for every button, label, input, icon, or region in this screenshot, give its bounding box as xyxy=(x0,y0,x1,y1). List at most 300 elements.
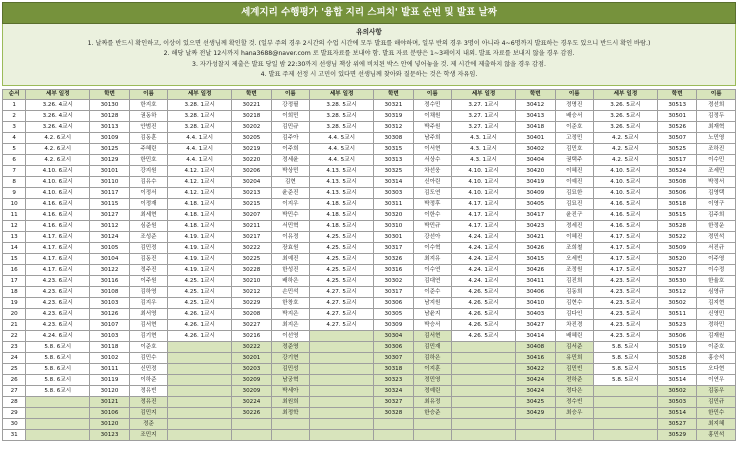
table-cell[interactable] xyxy=(310,430,374,441)
table-cell[interactable]: 이준수 xyxy=(413,287,451,298)
table-cell[interactable]: 30402 xyxy=(516,144,556,155)
table-cell[interactable]: 4.25. 5교시 xyxy=(310,265,374,276)
table-cell[interactable]: 30514 xyxy=(657,375,697,386)
table-cell[interactable]: 이준호 xyxy=(555,122,593,133)
table-cell[interactable]: 4.2. 6교시 xyxy=(26,133,90,144)
table-cell[interactable]: 김영택 xyxy=(697,188,736,199)
table-cell[interactable]: 정민영 xyxy=(413,375,451,386)
table-cell[interactable]: 30314 xyxy=(374,177,414,188)
table-cell[interactable]: 4.26. 5교시 xyxy=(452,320,516,331)
table-cell[interactable]: 4.10. 1교시 xyxy=(452,188,516,199)
table-cell[interactable]: 30111 xyxy=(90,364,130,375)
row-number[interactable]: 1 xyxy=(3,100,26,111)
table-cell[interactable] xyxy=(168,419,232,430)
table-cell[interactable]: 최지은 xyxy=(271,320,309,331)
table-cell[interactable]: 30129 xyxy=(90,155,130,166)
table-cell[interactable]: 4.23. 6교시 xyxy=(26,287,90,298)
table-cell[interactable]: 30109 xyxy=(90,133,130,144)
table-cell[interactable]: 30108 xyxy=(90,287,130,298)
table-cell[interactable]: 30405 xyxy=(516,199,556,210)
table-cell[interactable]: 4.23. 6교시 xyxy=(26,309,90,320)
table-cell[interactable]: 4.16. 5교시 xyxy=(593,199,657,210)
table-cell[interactable]: 30206 xyxy=(232,166,272,177)
table-cell[interactable]: 30110 xyxy=(90,177,130,188)
table-cell[interactable]: 전하준 xyxy=(555,375,593,386)
table-cell[interactable]: 30122 xyxy=(90,265,130,276)
row-number[interactable]: 7 xyxy=(3,166,26,177)
table-cell[interactable]: 5.8. 5교시 xyxy=(593,353,657,364)
row-number[interactable]: 25 xyxy=(3,364,26,375)
table-cell[interactable]: 박상민 xyxy=(271,166,309,177)
table-cell[interactable]: 4.19. 1교시 xyxy=(168,243,232,254)
table-cell[interactable]: 4.23. 6교시 xyxy=(26,298,90,309)
table-cell[interactable]: 30208 xyxy=(232,309,272,320)
table-cell[interactable]: 장효원 xyxy=(271,243,309,254)
table-cell[interactable] xyxy=(168,408,232,419)
table-cell[interactable]: 4.25. 5교시 xyxy=(310,243,374,254)
table-cell[interactable]: 30424 xyxy=(516,386,556,397)
row-number[interactable]: 12 xyxy=(3,221,26,232)
table-cell[interactable]: 4.17. 5교시 xyxy=(593,254,657,265)
table-cell[interactable]: 30317 xyxy=(374,287,414,298)
table-cell[interactable]: 이혜진 xyxy=(555,166,593,177)
row-number[interactable]: 15 xyxy=(3,254,26,265)
table-cell[interactable]: 4.13. 5교시 xyxy=(310,166,374,177)
table-cell[interactable]: 30106 xyxy=(90,408,130,419)
table-cell[interactable]: 4.4. 5교시 xyxy=(310,155,374,166)
table-cell[interactable] xyxy=(555,419,593,430)
table-cell[interactable]: 김동희 xyxy=(555,287,593,298)
table-cell[interactable]: 김재원 xyxy=(697,331,736,342)
table-cell[interactable] xyxy=(374,419,414,430)
table-cell[interactable]: 최정학 xyxy=(271,408,309,419)
table-cell[interactable]: 김기현 xyxy=(129,331,167,342)
table-cell[interactable]: 3.28. 1교시 xyxy=(168,100,232,111)
table-cell[interactable]: 김동훈 xyxy=(129,133,167,144)
table-cell[interactable]: 30423 xyxy=(516,221,556,232)
table-cell[interactable]: 박민수 xyxy=(271,210,309,221)
table-cell[interactable]: 30310 xyxy=(374,221,414,232)
table-cell[interactable] xyxy=(593,386,657,397)
table-cell[interactable]: 4.12. 1교시 xyxy=(168,188,232,199)
table-cell[interactable]: 30211 xyxy=(232,221,272,232)
table-cell[interactable]: 이영구 xyxy=(697,199,736,210)
table-cell[interactable]: 조하진 xyxy=(697,144,736,155)
table-cell[interactable]: 이예진 xyxy=(555,177,593,188)
row-number[interactable]: 21 xyxy=(3,320,26,331)
table-cell[interactable]: 3.28. 5교시 xyxy=(310,122,374,133)
table-cell[interactable]: 30415 xyxy=(516,254,556,265)
table-cell[interactable]: 30515 xyxy=(657,210,697,221)
row-number[interactable]: 4 xyxy=(3,133,26,144)
table-cell[interactable]: 3.27. 1교시 xyxy=(452,122,516,133)
table-cell[interactable]: 유민희 xyxy=(555,353,593,364)
table-cell[interactable]: 배승서 xyxy=(555,111,593,122)
table-cell[interactable]: 30118 xyxy=(90,342,130,353)
table-cell[interactable]: 4.18. 5교시 xyxy=(310,199,374,210)
table-cell[interactable]: 30201 xyxy=(232,353,272,364)
table-cell[interactable] xyxy=(168,375,232,386)
table-cell[interactable]: 30104 xyxy=(90,254,130,265)
table-cell[interactable]: 4.24. 1교시 xyxy=(452,265,516,276)
table-cell[interactable] xyxy=(516,430,556,441)
table-cell[interactable] xyxy=(26,397,90,408)
table-cell[interactable]: 김대연 xyxy=(413,276,451,287)
table-cell[interactable]: 신아린 xyxy=(413,177,451,188)
table-cell[interactable]: 30311 xyxy=(374,199,414,210)
table-cell[interactable]: 4.27. 5교시 xyxy=(310,309,374,320)
row-number[interactable]: 28 xyxy=(3,397,26,408)
table-cell[interactable]: 30326 xyxy=(374,254,414,265)
table-cell[interactable]: 4.25. 1교시 xyxy=(168,298,232,309)
table-cell[interactable]: 3.28. 5교시 xyxy=(310,100,374,111)
table-cell[interactable] xyxy=(452,397,516,408)
table-cell[interactable]: 5.8. 6교시 xyxy=(26,364,90,375)
table-cell[interactable]: 남궁혁 xyxy=(271,375,309,386)
row-number[interactable]: 30 xyxy=(3,419,26,430)
table-cell[interactable]: 30323 xyxy=(374,375,414,386)
table-cell[interactable]: 3.27. 1교시 xyxy=(452,100,516,111)
row-number[interactable]: 31 xyxy=(3,430,26,441)
table-cell[interactable] xyxy=(271,430,309,441)
table-cell[interactable]: 30515 xyxy=(657,364,697,375)
table-cell[interactable]: 최세현 xyxy=(129,210,167,221)
table-cell[interactable]: 4.13. 5교시 xyxy=(310,188,374,199)
table-cell[interactable]: 권택주 xyxy=(555,155,593,166)
row-number[interactable]: 14 xyxy=(3,243,26,254)
table-cell[interactable]: 4.17. 6교시 xyxy=(26,254,90,265)
table-cell[interactable]: 김주아 xyxy=(271,133,309,144)
table-cell[interactable]: 김민성 xyxy=(271,364,309,375)
table-cell[interactable]: 김정두 xyxy=(697,111,736,122)
table-cell[interactable]: 4.13. 5교시 xyxy=(310,177,374,188)
table-cell[interactable]: 강정필 xyxy=(271,100,309,111)
table-cell[interactable]: 4.2. 5교시 xyxy=(593,155,657,166)
table-cell[interactable]: 30209 xyxy=(232,375,272,386)
table-cell[interactable]: 30228 xyxy=(232,265,272,276)
table-cell[interactable]: 정주진 xyxy=(129,265,167,276)
table-cell[interactable]: 정명진 xyxy=(555,100,593,111)
table-cell[interactable]: 30526 xyxy=(657,122,697,133)
table-cell[interactable]: 김묘진 xyxy=(555,199,593,210)
table-cell[interactable]: 김주희 xyxy=(697,210,736,221)
table-cell[interactable]: 정예린 xyxy=(413,386,451,397)
table-cell[interactable]: 김민빈 xyxy=(555,364,593,375)
table-cell[interactable]: 4.3. 1교시 xyxy=(452,133,516,144)
table-cell[interactable]: 30307 xyxy=(374,353,414,364)
table-cell[interactable]: 남윤지 xyxy=(413,309,451,320)
table-cell[interactable]: 4.4. 1교시 xyxy=(168,133,232,144)
table-cell[interactable] xyxy=(310,386,374,397)
table-cell[interactable]: 30204 xyxy=(232,177,272,188)
row-number[interactable]: 5 xyxy=(3,144,26,155)
table-cell[interactable]: 30222 xyxy=(232,342,272,353)
table-cell[interactable]: 조민지 xyxy=(129,430,167,441)
table-cell[interactable]: 정유빈 xyxy=(129,386,167,397)
table-cell[interactable]: 이주영 xyxy=(697,254,736,265)
table-cell[interactable]: 30127 xyxy=(90,210,130,221)
table-cell[interactable]: 30202 xyxy=(232,122,272,133)
table-cell[interactable]: 한율호 xyxy=(697,276,736,287)
table-cell[interactable]: 30312 xyxy=(374,122,414,133)
table-cell[interactable]: 30102 xyxy=(90,353,130,364)
table-cell[interactable]: 이주원 xyxy=(129,276,167,287)
table-cell[interactable]: 30512 xyxy=(657,287,697,298)
table-cell[interactable]: 4.25. 5교시 xyxy=(310,276,374,287)
table-cell[interactable]: 30301 xyxy=(374,232,414,243)
table-cell[interactable]: 홍민석 xyxy=(697,430,736,441)
table-cell[interactable]: 30317 xyxy=(374,243,414,254)
table-cell[interactable] xyxy=(168,353,232,364)
table-cell[interactable]: 4.12. 1교시 xyxy=(168,166,232,177)
table-cell[interactable] xyxy=(452,353,516,364)
table-cell[interactable]: 3.26. 4교시 xyxy=(26,122,90,133)
table-cell[interactable]: 30120 xyxy=(90,386,130,397)
table-cell[interactable]: 30320 xyxy=(374,210,414,221)
row-number[interactable]: 20 xyxy=(3,309,26,320)
table-cell[interactable]: 30325 xyxy=(374,166,414,177)
table-cell[interactable]: 정수빈 xyxy=(555,397,593,408)
table-cell[interactable]: 정수민 xyxy=(413,100,451,111)
table-cell[interactable]: 30213 xyxy=(232,188,272,199)
table-cell[interactable]: 홍승석 xyxy=(697,353,736,364)
table-cell[interactable]: 김민규 xyxy=(697,397,736,408)
table-cell[interactable]: 30525 xyxy=(657,144,697,155)
table-cell[interactable]: 4.12. 1교시 xyxy=(168,177,232,188)
table-cell[interactable]: 30308 xyxy=(374,133,414,144)
table-cell[interactable]: 30203 xyxy=(232,364,272,375)
table-cell[interactable]: 정선희 xyxy=(697,100,736,111)
table-cell[interactable]: 4.10. 5교시 xyxy=(593,188,657,199)
table-cell[interactable]: 김하영 xyxy=(129,287,167,298)
table-cell[interactable]: 3.28. 1교시 xyxy=(168,122,232,133)
table-cell[interactable]: 30426 xyxy=(516,265,556,276)
table-cell[interactable]: 30216 xyxy=(232,331,272,342)
table-cell[interactable]: 이수혁 xyxy=(413,243,451,254)
table-cell[interactable]: 정민석 xyxy=(697,232,736,243)
table-cell[interactable]: 30101 xyxy=(90,166,130,177)
table-cell[interactable]: 한정운 xyxy=(697,221,736,232)
table-cell[interactable] xyxy=(310,364,374,375)
table-cell[interactable]: 이수민 xyxy=(697,155,736,166)
table-cell[interactable]: 30319 xyxy=(374,111,414,122)
table-cell[interactable]: 4.23. 5교시 xyxy=(593,331,657,342)
table-cell[interactable]: 30125 xyxy=(90,144,130,155)
table-cell[interactable]: 30309 xyxy=(374,320,414,331)
table-cell[interactable]: 정세진 xyxy=(555,221,593,232)
table-cell[interactable]: 4.16. 5교시 xyxy=(593,210,657,221)
table-cell[interactable]: 4.3. 1교시 xyxy=(452,144,516,155)
table-cell[interactable]: 박지은 xyxy=(271,309,309,320)
table-cell[interactable]: 30126 xyxy=(90,309,130,320)
table-cell[interactable]: 4.19. 1교시 xyxy=(168,254,232,265)
table-cell[interactable] xyxy=(452,386,516,397)
table-cell[interactable]: 남주희 xyxy=(413,133,451,144)
table-cell[interactable]: 박민규 xyxy=(413,221,451,232)
row-number[interactable]: 27 xyxy=(3,386,26,397)
table-cell[interactable]: 정준 xyxy=(129,419,167,430)
table-cell[interactable]: 김하은 xyxy=(413,353,451,364)
table-cell[interactable]: 30417 xyxy=(516,210,556,221)
table-cell[interactable]: 30416 xyxy=(516,353,556,364)
table-cell[interactable]: 김현 xyxy=(271,177,309,188)
table-cell[interactable]: 30527 xyxy=(657,419,697,430)
table-cell[interactable]: 5.8. 5교시 xyxy=(593,375,657,386)
row-number[interactable]: 24 xyxy=(3,353,26,364)
table-cell[interactable] xyxy=(310,408,374,419)
table-cell[interactable]: 30117 xyxy=(90,188,130,199)
table-cell[interactable]: 김민지 xyxy=(129,408,167,419)
table-cell[interactable]: 강지원 xyxy=(129,166,167,177)
table-cell[interactable]: 30501 xyxy=(657,111,697,122)
table-cell[interactable]: 한민호 xyxy=(129,155,167,166)
table-cell[interactable] xyxy=(168,342,232,353)
row-number[interactable]: 19 xyxy=(3,298,26,309)
table-cell[interactable]: 4.2. 5교시 xyxy=(593,133,657,144)
table-cell[interactable]: 30420 xyxy=(516,166,556,177)
table-cell[interactable]: 30306 xyxy=(374,298,414,309)
table-cell[interactable]: 최승우 xyxy=(555,408,593,419)
table-cell[interactable]: 30506 xyxy=(657,188,697,199)
row-number[interactable]: 11 xyxy=(3,210,26,221)
table-cell[interactable]: 30215 xyxy=(232,199,272,210)
table-cell[interactable]: 오다현 xyxy=(697,364,736,375)
row-number[interactable]: 26 xyxy=(3,375,26,386)
table-cell[interactable]: 30112 xyxy=(90,221,130,232)
table-cell[interactable]: 한민수 xyxy=(697,408,736,419)
table-cell[interactable] xyxy=(310,342,374,353)
table-cell[interactable]: 배하은 xyxy=(271,276,309,287)
table-cell[interactable]: 30313 xyxy=(374,155,414,166)
table-cell[interactable]: 4.10. 1교시 xyxy=(452,177,516,188)
table-cell[interactable]: 30116 xyxy=(90,276,130,287)
table-cell[interactable]: 김민정 xyxy=(129,243,167,254)
table-cell[interactable]: 4.26. 5교시 xyxy=(452,309,516,320)
table-cell[interactable]: 30425 xyxy=(516,397,556,408)
table-cell[interactable]: 4.4. 5교시 xyxy=(310,144,374,155)
table-cell[interactable]: 정세윤 xyxy=(271,155,309,166)
table-cell[interactable]: 30328 xyxy=(374,408,414,419)
table-cell[interactable]: 김도연 xyxy=(413,188,451,199)
table-cell[interactable]: 30324 xyxy=(374,386,414,397)
table-cell[interactable] xyxy=(232,430,272,441)
table-cell[interactable] xyxy=(310,353,374,364)
table-cell[interactable]: 최원희 xyxy=(271,397,309,408)
row-number[interactable]: 23 xyxy=(3,342,26,353)
table-cell[interactable]: 30303 xyxy=(374,188,414,199)
row-number[interactable]: 8 xyxy=(3,177,26,188)
table-cell[interactable]: 30528 xyxy=(657,221,697,232)
table-cell[interactable]: 30316 xyxy=(374,265,414,276)
table-cell[interactable]: 이희민 xyxy=(271,111,309,122)
table-cell[interactable]: 4.10. 5교시 xyxy=(593,177,657,188)
table-cell[interactable]: 30529 xyxy=(657,430,697,441)
table-cell[interactable]: 30123 xyxy=(90,430,130,441)
table-cell[interactable]: 김서현 xyxy=(413,331,451,342)
table-cell[interactable]: 4.25. 1교시 xyxy=(168,276,232,287)
table-cell[interactable]: 30212 xyxy=(232,287,272,298)
table-cell[interactable]: 30227 xyxy=(232,320,272,331)
table-cell[interactable]: 30422 xyxy=(516,364,556,375)
table-cell[interactable]: 4.17. 5교시 xyxy=(593,243,657,254)
table-cell[interactable]: 4.17. 1교시 xyxy=(452,210,516,221)
table-cell[interactable]: 4.17. 6교시 xyxy=(26,243,90,254)
table-cell[interactable]: 30517 xyxy=(657,155,697,166)
table-cell[interactable]: 오세빈 xyxy=(555,254,593,265)
row-number[interactable]: 6 xyxy=(3,155,26,166)
table-cell[interactable]: 30414 xyxy=(516,331,556,342)
table-cell[interactable]: 4.2. 6교시 xyxy=(26,144,90,155)
table-cell[interactable]: 최서영 xyxy=(129,309,167,320)
row-number[interactable]: 2 xyxy=(3,111,26,122)
table-cell[interactable]: 4.23. 5교시 xyxy=(593,276,657,287)
table-cell[interactable]: 30304 xyxy=(374,331,414,342)
table-cell[interactable]: 4.18. 1교시 xyxy=(168,199,232,210)
table-cell[interactable] xyxy=(26,430,90,441)
table-cell[interactable]: 30403 xyxy=(516,309,556,320)
table-cell[interactable]: 30427 xyxy=(516,320,556,331)
table-cell[interactable]: 30410 xyxy=(516,298,556,309)
table-cell[interactable]: 4.26. 5교시 xyxy=(452,331,516,342)
table-cell[interactable]: 30306 xyxy=(374,342,414,353)
table-cell[interactable] xyxy=(310,331,374,342)
table-cell[interactable]: 4.10. 6교시 xyxy=(26,188,90,199)
table-cell[interactable]: 김민규 xyxy=(271,122,309,133)
table-cell[interactable] xyxy=(516,419,556,430)
table-cell[interactable] xyxy=(452,430,516,441)
table-cell[interactable]: 최지혜 xyxy=(697,419,736,430)
table-cell[interactable]: 30412 xyxy=(516,100,556,111)
table-cell[interactable]: 30321 xyxy=(374,100,414,111)
table-cell[interactable]: 30507 xyxy=(657,133,697,144)
table-cell[interactable]: 30409 xyxy=(516,188,556,199)
table-cell[interactable]: 4.18. 1교시 xyxy=(168,210,232,221)
table-cell[interactable]: 30413 xyxy=(516,111,556,122)
table-cell[interactable]: 박승서 xyxy=(413,320,451,331)
table-cell[interactable]: 5.8. 6교시 xyxy=(26,353,90,364)
table-cell[interactable]: 이한수 xyxy=(413,210,451,221)
table-cell[interactable]: 30520 xyxy=(657,254,697,265)
table-cell[interactable]: 3.28. 5교시 xyxy=(310,111,374,122)
table-cell[interactable] xyxy=(593,430,657,441)
table-cell[interactable]: 심영규 xyxy=(697,287,736,298)
table-cell[interactable]: 30318 xyxy=(374,364,414,375)
table-cell[interactable]: 윤준진 xyxy=(271,188,309,199)
table-cell[interactable]: 3.26. 4교시 xyxy=(26,100,90,111)
table-cell[interactable]: 서민혁 xyxy=(271,221,309,232)
table-cell[interactable] xyxy=(310,397,374,408)
row-number[interactable]: 18 xyxy=(3,287,26,298)
table-cell[interactable]: 4.16. 5교시 xyxy=(593,221,657,232)
table-cell[interactable]: 4.19. 1교시 xyxy=(168,265,232,276)
row-number[interactable]: 3 xyxy=(3,122,26,133)
table-cell[interactable]: 4.10. 5교시 xyxy=(593,166,657,177)
table-cell[interactable]: 30217 xyxy=(232,232,272,243)
table-cell[interactable]: 30502 xyxy=(657,298,697,309)
table-cell[interactable]: 4.23. 5교시 xyxy=(593,309,657,320)
table-cell[interactable] xyxy=(555,430,593,441)
table-cell[interactable]: 4.24. 1교시 xyxy=(452,276,516,287)
table-cell[interactable]: 30514 xyxy=(657,408,697,419)
table-cell[interactable]: 4.27. 5교시 xyxy=(310,320,374,331)
table-cell[interactable]: 30429 xyxy=(516,408,556,419)
table-cell[interactable] xyxy=(168,364,232,375)
table-cell[interactable]: 서진규 xyxy=(697,243,736,254)
row-number[interactable]: 16 xyxy=(3,265,26,276)
table-cell[interactable]: 이선영 xyxy=(271,331,309,342)
table-cell[interactable]: 노민영 xyxy=(697,133,736,144)
table-cell[interactable] xyxy=(452,408,516,419)
